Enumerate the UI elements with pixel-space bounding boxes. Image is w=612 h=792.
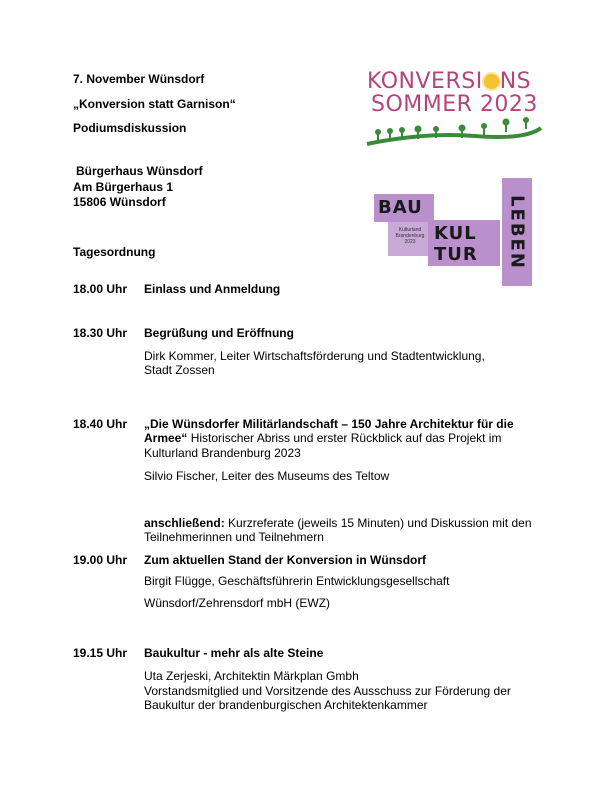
agenda-followup-label: anschließend: [144, 516, 225, 530]
agenda-title-1915: Baukultur - mehr als alte Steine [144, 646, 324, 660]
agenda-speaker-1915-line3: Baukultur der brandenburgischen Architektenkammer [144, 698, 428, 712]
small-label [388, 227, 432, 245]
agenda-title-1840-line1: „Die Wünsdorfer Militärlandschaft – 150 Jahre Architektur für die [144, 417, 514, 431]
agenda-followup-line2: Teilnehmerinnen und Teilnehmern [144, 530, 324, 544]
agenda-time-1830: 18.30 Uhr [73, 326, 128, 340]
event-title: „Konversion statt Garnison“ [73, 97, 236, 111]
agenda-title-1840-rest: Historischer Abriss und erster Rückblick auf das Projekt im [187, 431, 502, 445]
agenda-time-1900: 19.00 Uhr [73, 553, 128, 567]
logo-line1-part-b: NS [499, 69, 532, 94]
hill-with-trees-icon [365, 114, 543, 150]
agenda-time-1840: 18.40 Uhr [73, 417, 128, 431]
agenda-time-1800: 18.00 Uhr [73, 282, 128, 296]
agenda-speaker-1915-line2: Vorstandsmitglied und Vorsitzende des Ausschuss zur Förderung der [144, 684, 511, 698]
agenda-speaker-1830-line2: Stadt Zossen [144, 363, 215, 377]
agenda-speaker-1900-line2: Wünsdorf/Zehrensdorf mbH (EWZ) [144, 596, 331, 610]
agenda-followup-line1 [144, 516, 532, 531]
agenda-title-1840-line2 [144, 431, 501, 446]
agenda-title-1830: Begrüßung und Eröffnung [144, 326, 294, 340]
konversionssommer-logo [365, 70, 543, 152]
event-format: Podiumsdiskussion [73, 121, 187, 135]
sun-icon [484, 74, 499, 89]
baukultur-logo [366, 172, 536, 292]
word-bau: BAU [378, 197, 423, 218]
agenda-speaker-1830-line1: Dirk Kommer, Leiter Wirtschaftsförderung und Stadtentwicklung, [144, 349, 485, 363]
agenda-title-1840-bold: Armee“ [144, 431, 188, 445]
agenda-speaker-1840: Silvio Fischer, Leiter des Museums des Teltow [144, 469, 390, 483]
agenda-speaker-1915-line1: Uta Zerjeski, Architektin Märkplan Gmbh [144, 669, 359, 683]
small-label-line2: Brandenburg [395, 233, 425, 239]
small-label-line1: Kulturland [398, 227, 422, 233]
logo-line1-part-a: KONVERSI [367, 69, 483, 94]
word-leben: LEBEN [506, 195, 528, 270]
venue-city: 15806 Wünsdorf [73, 195, 166, 209]
agenda-title-1800: Einlass und Anmeldung [144, 282, 281, 296]
event-date-place: 7. November Wünsdorf [73, 72, 205, 86]
word-kul: KUL [434, 223, 477, 244]
logo-line1 [367, 69, 532, 94]
word-tur: TUR [434, 244, 478, 265]
agenda-title-1900: Zum aktuellen Stand der Konversion in Wünsdorf [144, 553, 427, 567]
venue-name: Bürgerhaus Wünsdorf [76, 164, 203, 178]
small-label-line3: 2023 [404, 239, 416, 245]
venue-street: Am Bürgerhaus 1 [73, 180, 174, 194]
agenda-heading: Tagesordnung [73, 245, 156, 259]
agenda-followup-text: Kurzreferate (jeweils 15 Minuten) und Diskussion mit den [224, 516, 532, 530]
logo-line2: SOMMER 2023 [371, 92, 538, 117]
agenda-time-1915: 19.15 Uhr [73, 646, 128, 660]
agenda-speaker-1900-line1: Birgit Flügge, Geschäftsführerin Entwicklungsgesellschaft [144, 574, 450, 588]
agenda-title-1840-line3: Kulturland Brandenburg 2023 [144, 446, 301, 460]
